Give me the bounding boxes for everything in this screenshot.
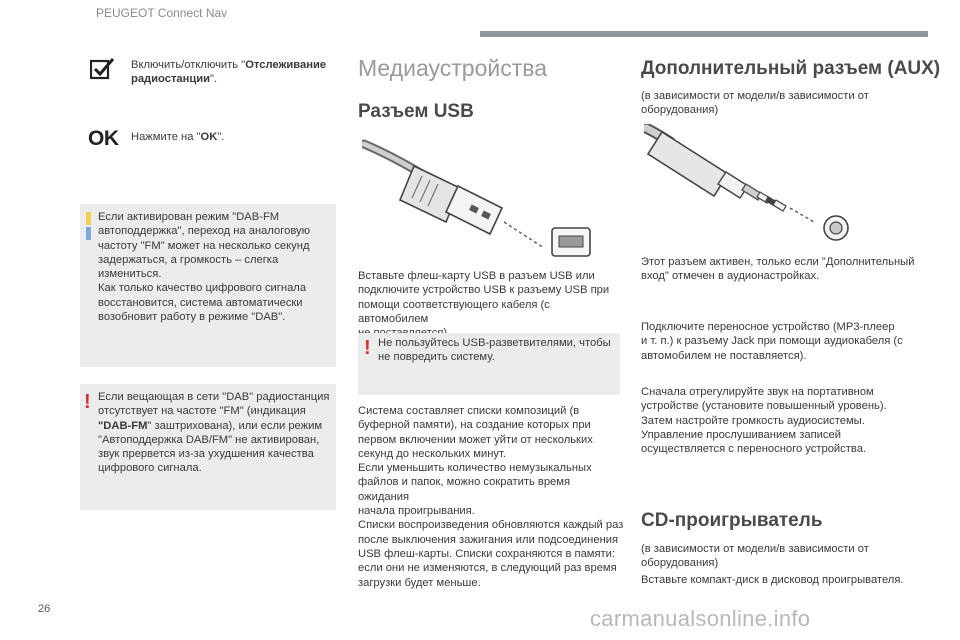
usb-line: если они не изменяются, в следующий раз время (358, 562, 617, 575)
info-line: частоту "FM" может на несколько секунд (98, 239, 310, 252)
aux-line: вход" отмечен в аудионастройках. (641, 270, 820, 283)
item-station-tracking (131, 58, 331, 87)
usb-line: Система составляет списки композиций (в (358, 405, 580, 417)
info-line: Как только качество цифрового сигнала (98, 282, 307, 295)
item1-bold: Отслеживание радиостанции (131, 59, 327, 86)
usb-warning-line: не повредить систему. (378, 351, 495, 364)
usb-paragraph-2 (358, 404, 624, 590)
usb-line: после выключения зажигания или подсоединения (358, 533, 619, 546)
usb-warning-text (378, 336, 618, 365)
usb-line: буферной памяти), на создание которых при (358, 419, 591, 432)
usb-warning-mark-icon: ! (364, 337, 371, 359)
usb-line: USB флеш-карты. Списки сохраняются в памяти: (358, 547, 616, 560)
aux-note (641, 89, 921, 118)
watermark: carmanualsonline.info (590, 606, 811, 631)
item1-pre: Включить/отключить " (131, 59, 246, 71)
usb-heading: Разъем USB (358, 101, 474, 122)
aux-line: устройстве (установите повышенный уровень). (641, 400, 887, 413)
cd-note-line: оборудования) (641, 557, 719, 570)
usb-line: секунд до нескольких минут. (358, 447, 506, 460)
usb-line: Если уменьшить количество немузыкальных (358, 462, 592, 475)
checkbox-check-icon (90, 57, 116, 81)
aux-paragraph-2 (641, 320, 925, 363)
cd-note-line: (в зависимости от модели/в зависимости от (641, 543, 869, 555)
header-bar (480, 31, 928, 37)
aux-paragraph-3 (641, 385, 925, 456)
warning-line-rest: " заштрихована), или если режим (147, 419, 323, 432)
info-line: восстановится, система автоматически (98, 296, 303, 309)
usb-stick-illustration (362, 136, 594, 258)
usb-line: помощи соответствующего кабеля (с автомобилем (358, 298, 550, 325)
aux-line: Этот разъем активен, только если "Дополнительный (641, 256, 915, 268)
info-text (98, 210, 334, 324)
info-mark-icon (86, 212, 91, 225)
usb-line: загрузки будет меньше. (358, 576, 481, 589)
aux-line: Управление прослушиванием записей (641, 428, 841, 441)
page-number: 26 (38, 603, 51, 615)
info-line: измениться. (98, 268, 162, 281)
aux-line: и т. п.) к разъему Jack при помощи аудиокабеля (с (641, 335, 903, 348)
warning-line: Если вещающая в сети "DAB" радиостанция (98, 391, 330, 403)
header-title: PEUGEOT Connect Nav (96, 6, 228, 20)
info-line: автоподдержка", переход на аналоговую (98, 225, 311, 238)
info-mark-icon-lower (86, 227, 91, 240)
item2-pre: Нажмите на " (131, 131, 201, 143)
item2-bold: OK (200, 131, 218, 143)
section-title-media: Медиаустройства (358, 55, 547, 81)
aux-paragraph-1 (641, 255, 925, 284)
warning-line: звук прервется из-за ухудшения качества (98, 448, 314, 461)
cd-note (641, 542, 925, 571)
item-press-ok (131, 130, 331, 144)
usb-line: Вставьте флеш-карту USB в разъем USB или (358, 270, 595, 282)
aux-jack-illustration (644, 124, 858, 242)
usb-paragraph (358, 269, 622, 340)
info-line: возобновит работу в режиме "DAB". (98, 311, 286, 324)
warning-line: цифрового сигнала. (98, 462, 202, 475)
warning-bold: "DAB-FM (98, 419, 148, 432)
usb-line: первом включении может уйти от нескольких (358, 433, 593, 446)
cd-paragraph: Вставьте компакт-диск в дисковод проигрывателя. (641, 574, 904, 586)
aux-line: Сначала отрегулируйте звук на портативном (641, 386, 874, 398)
cd-heading: CD-проигрыватель (641, 510, 823, 531)
aux-note-line: (в зависимости от модели/в зависимости от (641, 90, 869, 102)
warning-line: отсутствует на частоте "FM" (индикация (98, 405, 306, 418)
item1-post: ". (210, 73, 218, 86)
warning-line (98, 419, 334, 433)
usb-warning-line: Не пользуйтесь USB-разветвителями, чтобы (378, 337, 611, 349)
aux-line: автомобилем не поставляется). (641, 349, 807, 362)
aux-line: Затем настройте громкость аудиосистемы. (641, 414, 865, 427)
warning-line: "Автоподдержка DAB/FM" не активирован, (98, 433, 320, 446)
info-line: Если активирован режим "DAB-FM (98, 211, 280, 223)
aux-heading: Дополнительный разъем (AUX) (641, 58, 941, 79)
aux-line: Подключите переносное устройство (MP3-плеер (641, 321, 895, 333)
aux-note-line: оборудования) (641, 104, 719, 117)
warning-text (98, 390, 334, 476)
aux-line: осуществляется с переносного устройства. (641, 443, 867, 456)
usb-line: подключите устройство USB к разъему USB при (358, 284, 610, 297)
info-line: задержаться, а громкость – слегка (98, 253, 279, 266)
item2-post: ". (217, 131, 225, 143)
usb-line: файлов и папок, можно сократить время ожидания (358, 476, 571, 503)
warning-mark-icon: ! (84, 391, 91, 413)
usb-line: начала проигрывания. (358, 505, 475, 518)
ok-icon: OK (88, 127, 119, 150)
usb-line: Списки воспроизведения обновляются каждый раз (358, 519, 624, 532)
